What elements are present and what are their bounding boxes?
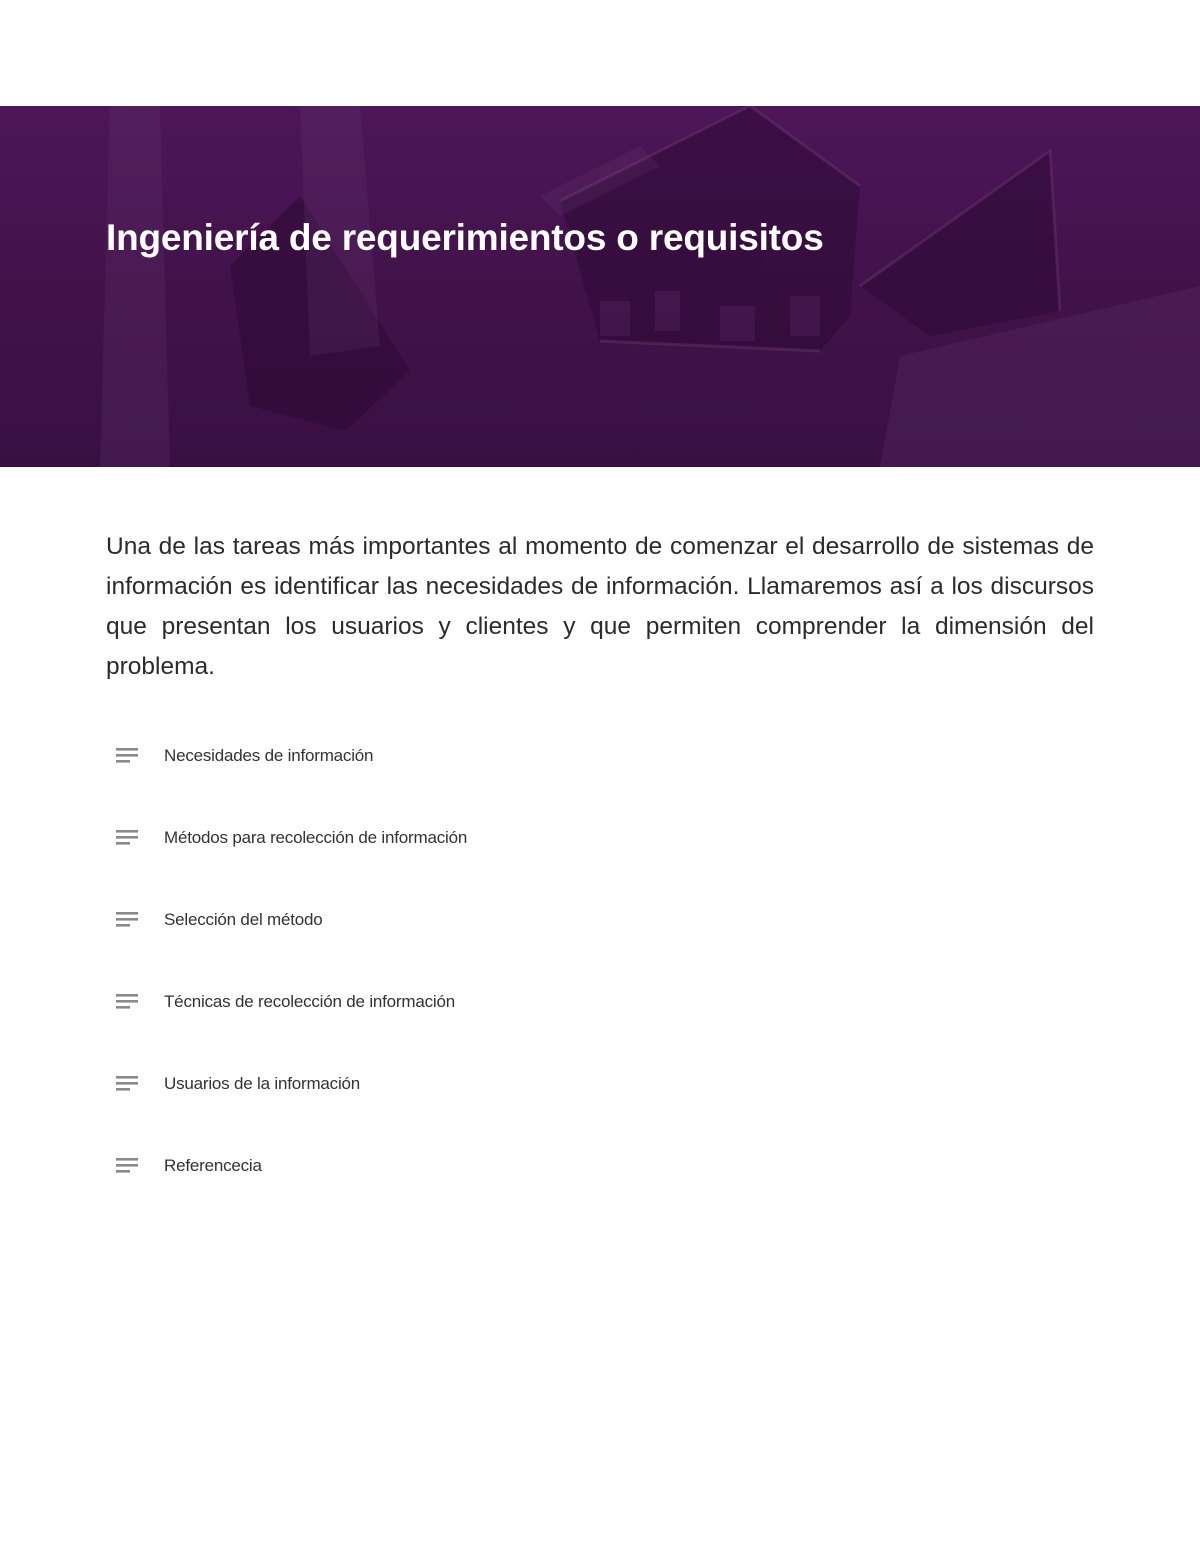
outline-item[interactable] <box>106 1144 1006 1188</box>
outline-item-label: Técnicas de recolección de información <box>164 992 455 1011</box>
lines-icon <box>106 734 164 778</box>
outline-item-label: Referencecia <box>164 1156 262 1175</box>
hero-banner <box>0 106 1200 467</box>
outline-item[interactable] <box>106 1062 1006 1106</box>
lines-icon <box>106 1062 164 1106</box>
lines-icon <box>106 898 164 942</box>
outline-item[interactable] <box>106 980 1006 1024</box>
lesson-outline <box>106 734 1006 1226</box>
hero-background-image <box>0 106 1200 467</box>
outline-item-label: Selección del método <box>164 910 323 929</box>
lines-icon <box>106 1144 164 1188</box>
outline-item-label: Usuarios de la información <box>164 1074 361 1093</box>
lines-icon <box>106 980 164 1024</box>
intro-paragraph: Una de las tareas más importantes al momento de comenzar el desarrollo de sistemas de información es identificar las necesidades de información. Llamaremos así a los discursos que presentan los usuarios y clientes y que permiten comprender la dimensión del problema. <box>106 533 1094 680</box>
lines-icon <box>106 816 164 860</box>
outline-item[interactable] <box>106 734 1006 778</box>
outline-item[interactable] <box>106 898 1006 942</box>
page-title: Ingeniería de requerimientos o requisitos <box>106 217 824 258</box>
outline-item-label: Necesidades de información <box>164 746 374 765</box>
outline-item[interactable] <box>106 816 1006 860</box>
outline-item-label: Métodos para recolección de información <box>164 828 468 847</box>
